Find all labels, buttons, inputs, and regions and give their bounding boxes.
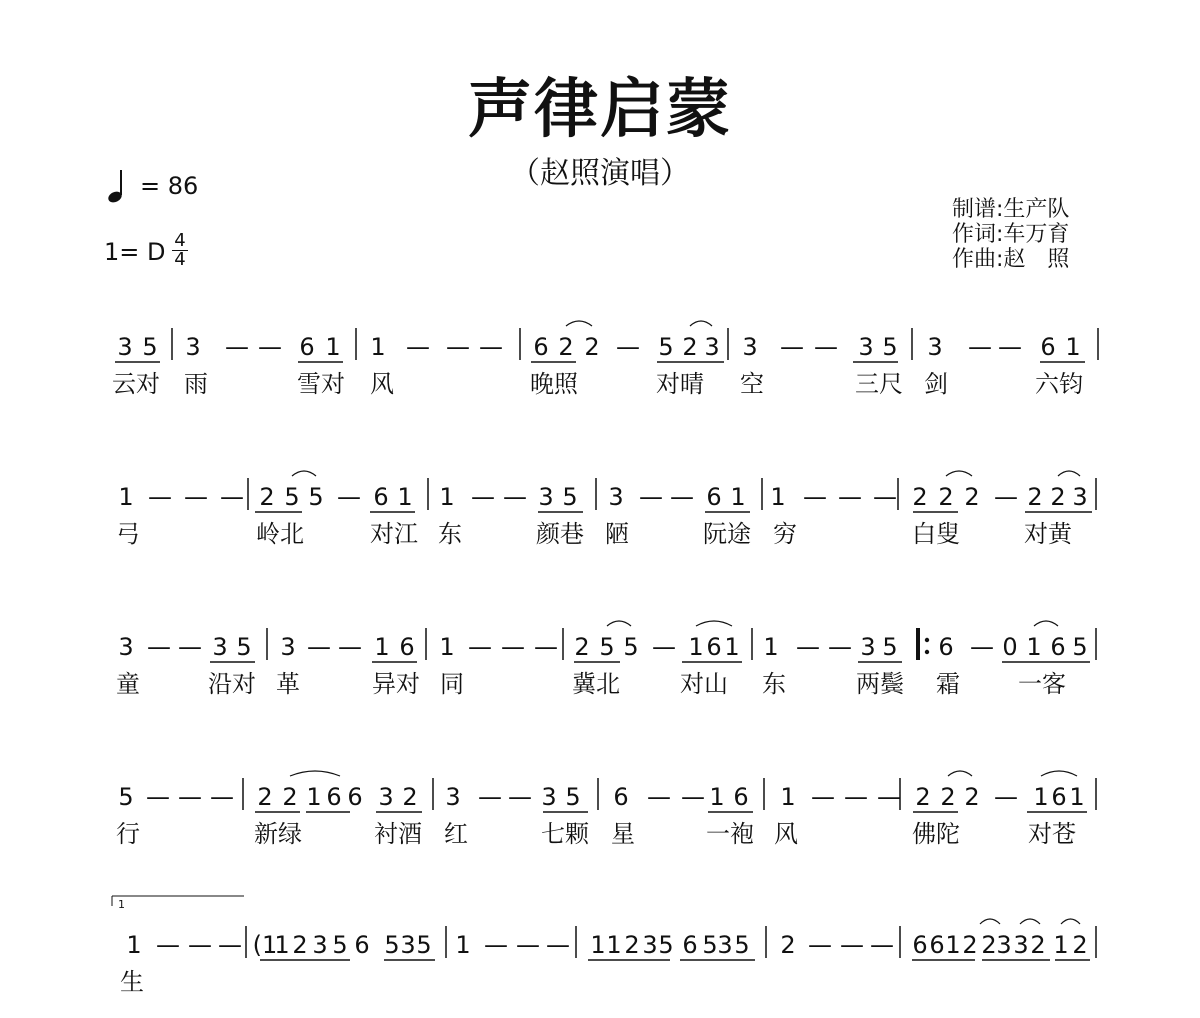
note: 5 [702, 931, 718, 959]
note: 6 [399, 633, 415, 661]
lyric-syllable: 三尺 [855, 370, 903, 398]
lyric-syllable: 对黄 [1024, 520, 1072, 548]
dash-mark: — [670, 483, 694, 511]
dash-mark: — [838, 483, 862, 511]
dash-mark: — [616, 333, 640, 361]
slur-arc [696, 621, 732, 626]
note: 5 [565, 783, 581, 811]
dash-mark: — [337, 483, 361, 511]
note: 3 [312, 931, 328, 959]
lyric-syllable: 陋 [605, 520, 629, 548]
note: 2 [402, 783, 418, 811]
note: 5 [882, 633, 898, 661]
dash-mark: — [220, 483, 244, 511]
repeat-dot [925, 638, 929, 642]
note: 6 [373, 483, 389, 511]
note: 1 [1026, 633, 1042, 661]
dash-mark: — [970, 633, 994, 661]
dash-mark: — [148, 483, 172, 511]
dash-mark: — [803, 483, 827, 511]
note: 3 [1013, 931, 1029, 959]
note: 2 [1030, 931, 1046, 959]
note: 1 [118, 483, 134, 511]
lyric-syllable: 对江 [370, 520, 418, 548]
dash-mark: — [479, 333, 503, 361]
dash-mark: — [508, 783, 532, 811]
dash-mark: — [814, 333, 838, 361]
note: 2 [962, 931, 978, 959]
lyric-syllable: 佛陀 [912, 820, 960, 848]
dash-mark: — [406, 333, 430, 361]
tempo-value: = 86 [140, 172, 199, 200]
lyric-syllable: 晚照 [530, 370, 578, 398]
note: 2 [780, 931, 796, 959]
note: 3 [538, 483, 554, 511]
note: 2 [915, 783, 931, 811]
note: 2 [981, 931, 997, 959]
credit-arranger: 制谱:生产队 [952, 197, 1070, 222]
note: 2 [624, 931, 640, 959]
note: 5 [658, 333, 674, 361]
note: 1 [126, 931, 142, 959]
slur-arc [1058, 471, 1080, 476]
note: 1 [1065, 333, 1081, 361]
note: 2 [257, 783, 273, 811]
note: 3 [927, 333, 943, 361]
lyric-syllable: 七颗 [541, 820, 589, 848]
note: 6 [613, 783, 629, 811]
note: 2 [574, 633, 590, 661]
dash-mark: — [681, 783, 705, 811]
dash-mark: — [840, 931, 864, 959]
repeat-dot [925, 650, 929, 654]
note: 1 [945, 931, 961, 959]
dash-mark: — [225, 333, 249, 361]
time-signature-numerator: 4 [174, 230, 186, 251]
note: 1 [325, 333, 341, 361]
lyric-syllable: 岭北 [256, 520, 304, 548]
dash-mark: — [546, 931, 570, 959]
note: 2 [964, 483, 980, 511]
lyric-syllable: 东 [762, 670, 786, 698]
dash-mark: — [503, 483, 527, 511]
slur-arc [690, 321, 712, 326]
note: 1 [397, 483, 413, 511]
note: 6 [354, 931, 370, 959]
dash-mark: — [877, 783, 901, 811]
note: (1 [252, 931, 278, 959]
lyric-syllable: 雨 [184, 370, 208, 398]
lyric-syllable: 云对 [112, 370, 160, 398]
note: 5 [658, 931, 674, 959]
note: 6 [1040, 333, 1056, 361]
dash-mark: — [146, 783, 170, 811]
slur-arc [292, 471, 316, 476]
note: 3 [642, 931, 658, 959]
dash-mark: — [639, 483, 663, 511]
lyric-syllable: 白叟 [912, 520, 960, 548]
dash-mark: — [178, 783, 202, 811]
note: 2 [964, 783, 980, 811]
dash-mark: — [534, 633, 558, 661]
note: 5 [308, 483, 324, 511]
note: 1 [1053, 931, 1069, 959]
note: 5 [734, 931, 750, 959]
note: 3 [996, 931, 1012, 959]
dash-mark: — [808, 931, 832, 959]
note: 1 [306, 783, 322, 811]
dash-mark: — [873, 483, 897, 511]
note: 1 [1033, 783, 1049, 811]
lyric-syllable: 对山 [680, 670, 728, 698]
lyric-syllable: 童 [116, 670, 140, 698]
lyric-syllable: 霜 [936, 670, 960, 698]
note: 1 [730, 483, 746, 511]
note: 2 [558, 333, 574, 361]
note: 3 [212, 633, 228, 661]
lyric-syllable: 两鬓 [856, 670, 904, 698]
lyric-syllable: 冀北 [572, 670, 620, 698]
note: 6 [347, 783, 363, 811]
dash-mark: — [994, 483, 1018, 511]
note: 1 [439, 633, 455, 661]
note: 6 [326, 783, 342, 811]
dash-mark: — [998, 333, 1022, 361]
lyric-syllable: 生 [120, 968, 144, 996]
lyric-syllable: 六钧 [1035, 370, 1083, 398]
note: 1 [770, 483, 786, 511]
lyric-syllable: 异对 [372, 670, 420, 698]
dash-mark: — [307, 633, 331, 661]
note: 5 [562, 483, 578, 511]
dash-mark: — [844, 783, 868, 811]
note: 5 [236, 633, 252, 661]
dash-mark: — [811, 783, 835, 811]
dash-mark: — [471, 483, 495, 511]
note: 6 [929, 931, 945, 959]
lyric-syllable: 对晴 [656, 370, 704, 398]
lyric-syllable: 剑 [924, 370, 948, 398]
note: 3 [858, 333, 874, 361]
note: 1 [780, 783, 796, 811]
lyric-syllable: 阮途 [703, 520, 751, 548]
note: 2 [584, 333, 600, 361]
note: 5 [882, 333, 898, 361]
note: 3 [742, 333, 758, 361]
note: 1 [439, 483, 455, 511]
dash-mark: — [870, 931, 894, 959]
note: 6 [912, 931, 928, 959]
note: 2 [259, 483, 275, 511]
dash-mark: — [147, 633, 171, 661]
note: 3 [185, 333, 201, 361]
note: 3 [608, 483, 624, 511]
note: 3 [378, 783, 394, 811]
lyric-syllable: 衬酒 [374, 820, 422, 848]
note: 1 [724, 633, 740, 661]
note: 5 [623, 633, 639, 661]
note: 1 [763, 633, 779, 661]
note: 3 [445, 783, 461, 811]
dash-mark: — [647, 783, 671, 811]
note: 2 [682, 333, 698, 361]
note: 3 [704, 333, 720, 361]
dash-mark: — [780, 333, 804, 361]
note: 5 [332, 931, 348, 959]
note: 3 [541, 783, 557, 811]
note: 3 [400, 931, 416, 959]
dash-mark: — [446, 333, 470, 361]
song-title: 声律启蒙 [468, 73, 732, 147]
dash-mark: — [178, 633, 202, 661]
note: 5 [384, 931, 400, 959]
dash-mark: — [184, 483, 208, 511]
lyric-syllable: 穷 [773, 520, 797, 548]
slur-arc [948, 771, 972, 776]
slur-arc [607, 621, 631, 626]
note: 2 [1072, 931, 1088, 959]
lyric-syllable: 星 [611, 820, 635, 848]
note: 6 [682, 931, 698, 959]
note: 6 [733, 783, 749, 811]
note: 6 [938, 633, 954, 661]
note: 5 [118, 783, 134, 811]
note: 2 [292, 931, 308, 959]
lyric-syllable: 空 [740, 370, 764, 398]
note: 5 [1072, 633, 1088, 661]
dash-mark: — [478, 783, 502, 811]
slur-arc [566, 321, 592, 326]
lyric-syllable: 颜巷 [536, 520, 584, 548]
note: 6 [299, 333, 315, 361]
note: 5 [142, 333, 158, 361]
lyric-syllable: 风 [774, 820, 798, 848]
dash-mark: — [994, 783, 1018, 811]
lyric-syllable: 红 [444, 820, 468, 848]
dash-mark: — [210, 783, 234, 811]
lyric-syllable: 新绿 [254, 820, 302, 848]
note: 0 [1002, 633, 1018, 661]
slur-arc [1041, 771, 1077, 776]
note: 2 [1027, 483, 1043, 511]
note: 1 [688, 633, 704, 661]
note: 5 [416, 931, 432, 959]
lyric-syllable: 对苍 [1028, 820, 1076, 848]
dash-mark: — [338, 633, 362, 661]
note: 6 [706, 633, 722, 661]
credit-lyricist: 作词:车万育 [952, 222, 1070, 247]
note: 6 [1050, 633, 1066, 661]
note: 3 [860, 633, 876, 661]
note: 1 [606, 931, 622, 959]
note: 5 [284, 483, 300, 511]
lyric-syllable: 弓 [116, 520, 140, 548]
dash-mark: — [468, 633, 492, 661]
dash-mark: — [156, 931, 180, 959]
note: 3 [1072, 483, 1088, 511]
dash-mark: — [188, 931, 212, 959]
dash-mark: — [258, 333, 282, 361]
note: 2 [940, 783, 956, 811]
lyric-syllable: 革 [276, 670, 300, 698]
lyric-syllable: 东 [438, 520, 462, 548]
song-subtitle: （赵照演唱） [510, 156, 690, 191]
note: 1 [455, 931, 471, 959]
slur-arc [1020, 919, 1040, 924]
note: 1 [274, 931, 290, 959]
slur-arc [946, 471, 972, 476]
slur-arc [1061, 919, 1080, 924]
slur-arc [290, 771, 340, 776]
dash-mark: — [652, 633, 676, 661]
key-signature: 1= D [104, 238, 166, 266]
lyric-syllable: 沿对 [208, 670, 256, 698]
note: 3 [118, 633, 134, 661]
note: 1 [374, 633, 390, 661]
dash-mark: — [828, 633, 852, 661]
note: 2 [938, 483, 954, 511]
lyric-syllable: 一袍 [706, 820, 754, 848]
lyric-syllable: 雪对 [297, 370, 345, 398]
dash-mark: — [968, 333, 992, 361]
dash-mark: — [796, 633, 820, 661]
dash-mark: — [218, 931, 242, 959]
note: 3 [117, 333, 133, 361]
note: 6 [533, 333, 549, 361]
note: 1 [590, 931, 606, 959]
note: 3 [280, 633, 296, 661]
credit-composer: 作曲:赵 照 [952, 247, 1070, 272]
note: 1 [709, 783, 725, 811]
lyric-syllable: 一客 [1018, 670, 1066, 698]
note: 1 [1069, 783, 1085, 811]
note: 2 [282, 783, 298, 811]
note: 5 [599, 633, 615, 661]
time-signature-denominator: 4 [174, 249, 186, 270]
dash-mark: — [501, 633, 525, 661]
note: 2 [1050, 483, 1066, 511]
note: 1 [370, 333, 386, 361]
note: 3 [717, 931, 733, 959]
lyric-syllable: 行 [116, 820, 140, 848]
note: 6 [706, 483, 722, 511]
note: 2 [912, 483, 928, 511]
repeat-thick-bar [916, 628, 920, 660]
slur-arc [1034, 621, 1058, 626]
dash-mark: — [516, 931, 540, 959]
lyric-syllable: 风 [370, 370, 394, 398]
dash-mark: — [484, 931, 508, 959]
volta-number: 1 [118, 898, 125, 911]
slur-arc [980, 919, 1000, 924]
lyric-syllable: 同 [440, 670, 464, 698]
note: 6 [1051, 783, 1067, 811]
